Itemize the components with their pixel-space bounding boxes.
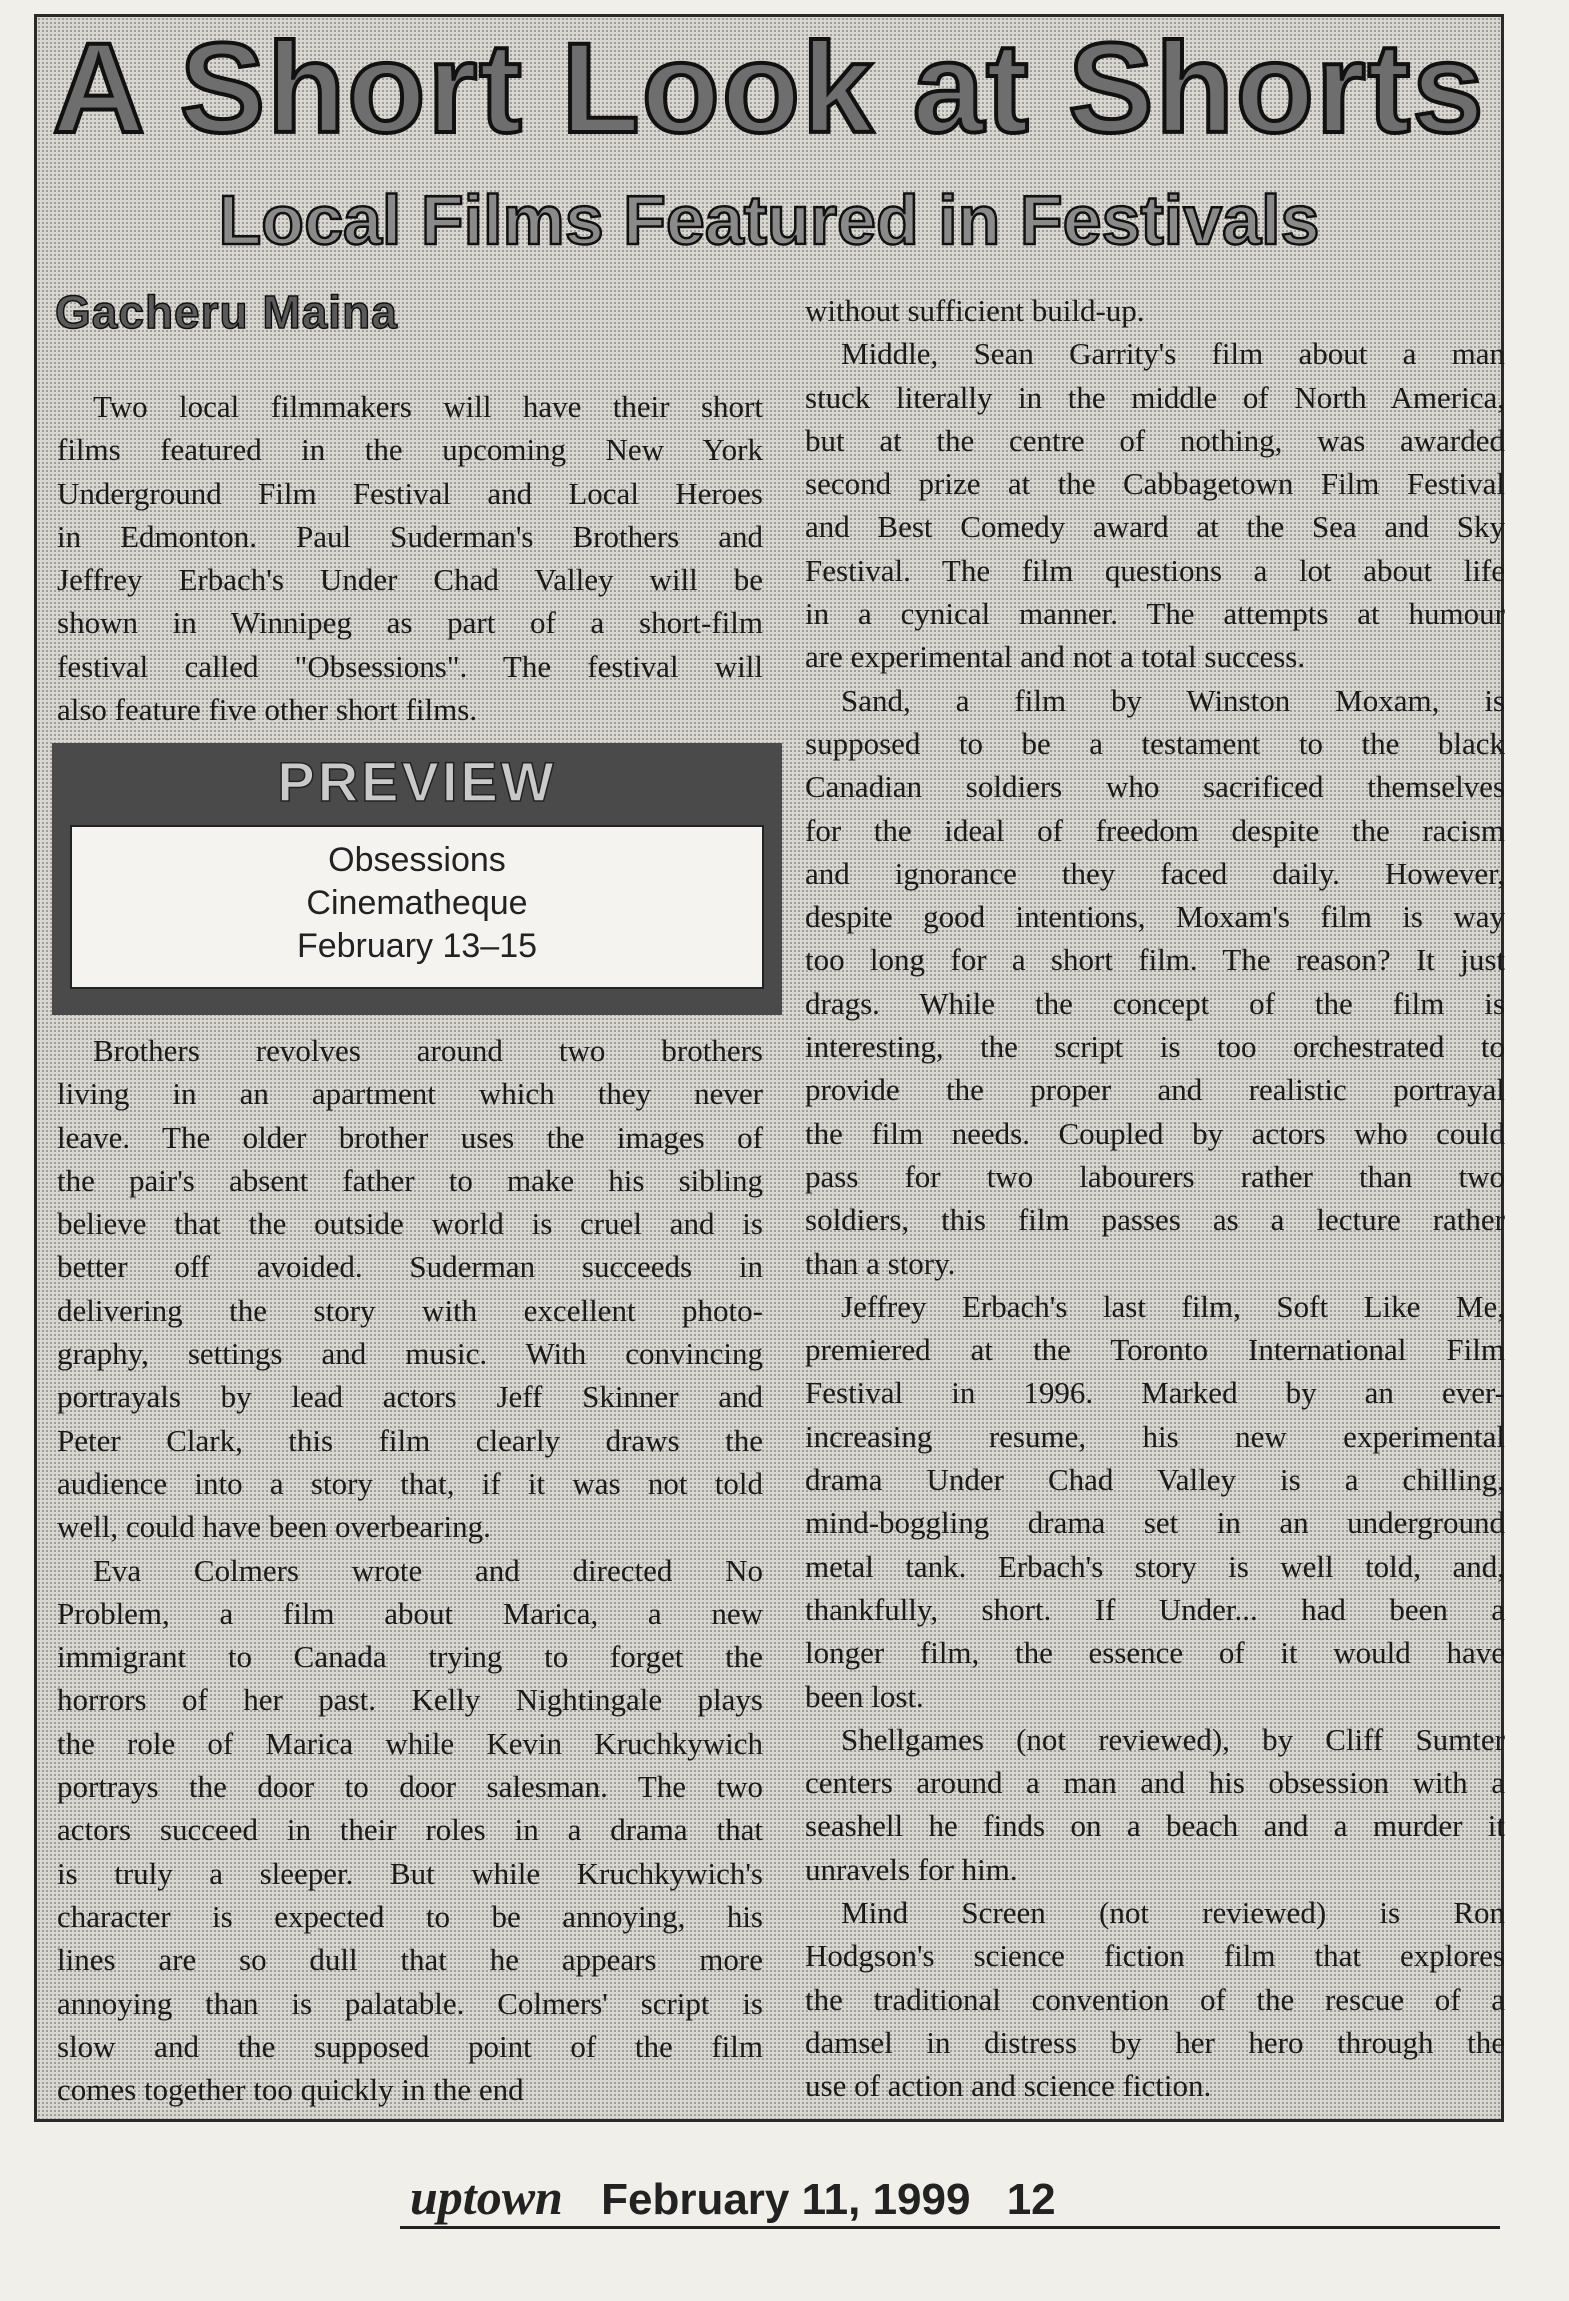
article-line: in Edmonton. Paul Suderman's Brothers and	[57, 518, 763, 554]
article-line: immigrant to Canada trying to forget the	[57, 1639, 763, 1675]
article-line: unravels for him.	[805, 1851, 1018, 1887]
article-line: Festival in 1996. Marked by an ever-	[805, 1375, 1505, 1411]
article-line: centers around a man and his obsession with a	[805, 1765, 1505, 1801]
article-line: the role of Marica while Kevin Kruchkywich	[57, 1725, 763, 1761]
article-line: Peter Clark, this film clearly draws the	[57, 1422, 763, 1458]
article-line: metal tank. Erbach's story is well told, and,	[805, 1548, 1505, 1584]
preview-dates: February 13–15	[296, 927, 538, 965]
byline: Gacheru Maina	[55, 286, 398, 338]
article-line: premiered at the Toronto International Film	[805, 1332, 1505, 1368]
article-line: for the ideal of freedom despite the racism	[805, 812, 1505, 848]
article-line: comes together too quickly in the end	[57, 2072, 524, 2108]
article-line: and ignorance they faced daily. However,	[805, 855, 1505, 891]
page-footer	[410, 2168, 1056, 2226]
article-line: supposed to be a testament to the black	[805, 725, 1505, 761]
article-line: stuck literally in the middle of North America,	[805, 379, 1505, 415]
article-line: the pair's absent father to make his sibling	[57, 1162, 763, 1198]
article-line: Jeffrey Erbach's Under Chad Valley will be	[57, 562, 763, 598]
article-line: are experimental and not a total success.	[805, 639, 1306, 675]
article-line: without sufficient build-up.	[805, 293, 1145, 328]
article-line: increasing resume, his new experimental	[805, 1418, 1505, 1454]
article-line: horrors of her past. Kelly Nightingale plays	[57, 1682, 763, 1718]
article-line: than a story.	[805, 1245, 956, 1281]
article-line: Jeffrey Erbach's last film, Soft Like Me,	[841, 1288, 1505, 1324]
article-line: Mind Screen (not reviewed) is Ron	[841, 1894, 1505, 1930]
article-line: Shellgames (not reviewed), by Cliff Sumter	[841, 1721, 1505, 1757]
preview-event: Obsessions	[328, 841, 506, 879]
preview-venue: Cinematheque	[306, 884, 528, 922]
article-line: Brothers revolves around two brothers	[93, 1033, 763, 1068]
article-line: graphy, settings and music. With convincing	[57, 1336, 763, 1372]
article-line: well, could have been overbearing.	[57, 1509, 491, 1545]
article-line: actors succeed in their roles in a drama that	[57, 1812, 763, 1848]
article-line: is truly a sleeper. But while Kruchkywich's	[57, 1855, 763, 1891]
article-line: believe that the outside world is cruel and is	[57, 1206, 763, 1242]
article-line: character is expected to be annoying, his	[57, 1898, 763, 1934]
article-line: thankfully, short. If Under... had been a	[805, 1591, 1505, 1627]
right-column	[805, 289, 1505, 2107]
article-line: Canadian soldiers who sacrificed themselves	[805, 769, 1505, 805]
article-line: seashell he finds on a beach and a murder it	[805, 1808, 1505, 1844]
page-number: 12	[1006, 2175, 1056, 2224]
article-line: drags. While the concept of the film is	[805, 985, 1505, 1021]
article-line: Eva Colmers wrote and directed No	[93, 1552, 763, 1588]
article-line: audience into a story that, if it was not told	[57, 1465, 763, 1501]
article-line: living in an apartment which they never	[57, 1076, 763, 1112]
article-line: Underground Film Festival and Local Heroes	[57, 475, 763, 511]
article-line: damsel in distress by her hero through the	[805, 2024, 1505, 2060]
article-line: leave. The older brother uses the images of	[57, 1119, 763, 1155]
article-line: soldiers, this film passes as a lecture rather	[805, 1202, 1505, 1238]
article-line: been lost.	[805, 1678, 924, 1714]
article-line: the traditional convention of the rescue of a	[805, 1981, 1505, 2017]
preview-details	[70, 825, 764, 989]
article-line: use of action and science fiction.	[805, 2068, 1212, 2104]
article-line: lines are so dull that he appears more	[57, 1942, 763, 1978]
article-line: provide the proper and realistic portrayal	[805, 1072, 1505, 1108]
article-line: Festival. The film questions a lot about life	[805, 552, 1505, 588]
uptown-logo: uptown	[410, 2169, 563, 2225]
article-line: Problem, a film about Marica, a new	[57, 1595, 763, 1631]
article-line: annoying than is palatable. Colmers' script is	[57, 1985, 763, 2021]
newspaper-clipping	[34, 14, 1504, 2122]
article-line: the film needs. Coupled by actors who could	[805, 1115, 1505, 1151]
article-line: interesting, the script is too orchestrated to	[805, 1029, 1505, 1065]
article-line: and Best Comedy award at the Sea and Sky	[805, 509, 1505, 545]
article-line: also feature five other short films.	[57, 692, 478, 728]
article-line: festival called "Obsessions". The festival will	[57, 648, 763, 684]
article-line: second prize at the Cabbagetown Film Festival	[805, 466, 1505, 502]
article-line: Hodgson's science fiction film that explores	[805, 1938, 1505, 1974]
article-line: shown in Winnipeg as part of a short-film	[57, 605, 763, 641]
article-line: pass for two labourers rather than two	[805, 1158, 1505, 1194]
preview-box	[52, 743, 782, 1015]
subheadline: Local Films Featured in Festivals	[218, 181, 1320, 259]
article-line: portrayals by lead actors Jeff Skinner and	[57, 1379, 763, 1415]
article-line: longer film, the essence of it would have	[805, 1635, 1505, 1671]
article-line: drama Under Chad Valley is a chilling,	[805, 1462, 1505, 1498]
preview-label: PREVIEW	[277, 750, 557, 813]
article-line: despite good intentions, Moxam's film is way	[805, 899, 1505, 935]
article-line: films featured in the upcoming New York	[57, 432, 763, 468]
article-line: too long for a short film. The reason? It just	[805, 942, 1505, 978]
article-line: portrays the door to door salesman. The two	[57, 1769, 763, 1805]
article-line: Two local filmmakers will have their short	[93, 389, 763, 424]
footer-rule	[400, 2226, 1500, 2229]
article-line: slow and the supposed point of the film	[57, 2028, 763, 2064]
left-column-top	[57, 385, 763, 731]
article-line: delivering the story with excellent photo-	[57, 1292, 763, 1328]
article-line: Sand, a film by Winston Moxam, is	[841, 682, 1505, 718]
article-line: better off avoided. Suderman succeeds in	[57, 1249, 763, 1285]
issue-date: February 11, 1999	[601, 2175, 971, 2224]
left-column-bottom	[57, 1029, 763, 2111]
headline: A Short Look at Shorts	[52, 17, 1486, 160]
article-line: mind-boggling drama set in an underground	[805, 1505, 1505, 1541]
article-line: in a cynical manner. The attempts at humour	[805, 596, 1505, 632]
article-line: but at the centre of nothing, was awarded	[805, 422, 1505, 458]
article-line: Middle, Sean Garrity's film about a man	[841, 336, 1505, 372]
